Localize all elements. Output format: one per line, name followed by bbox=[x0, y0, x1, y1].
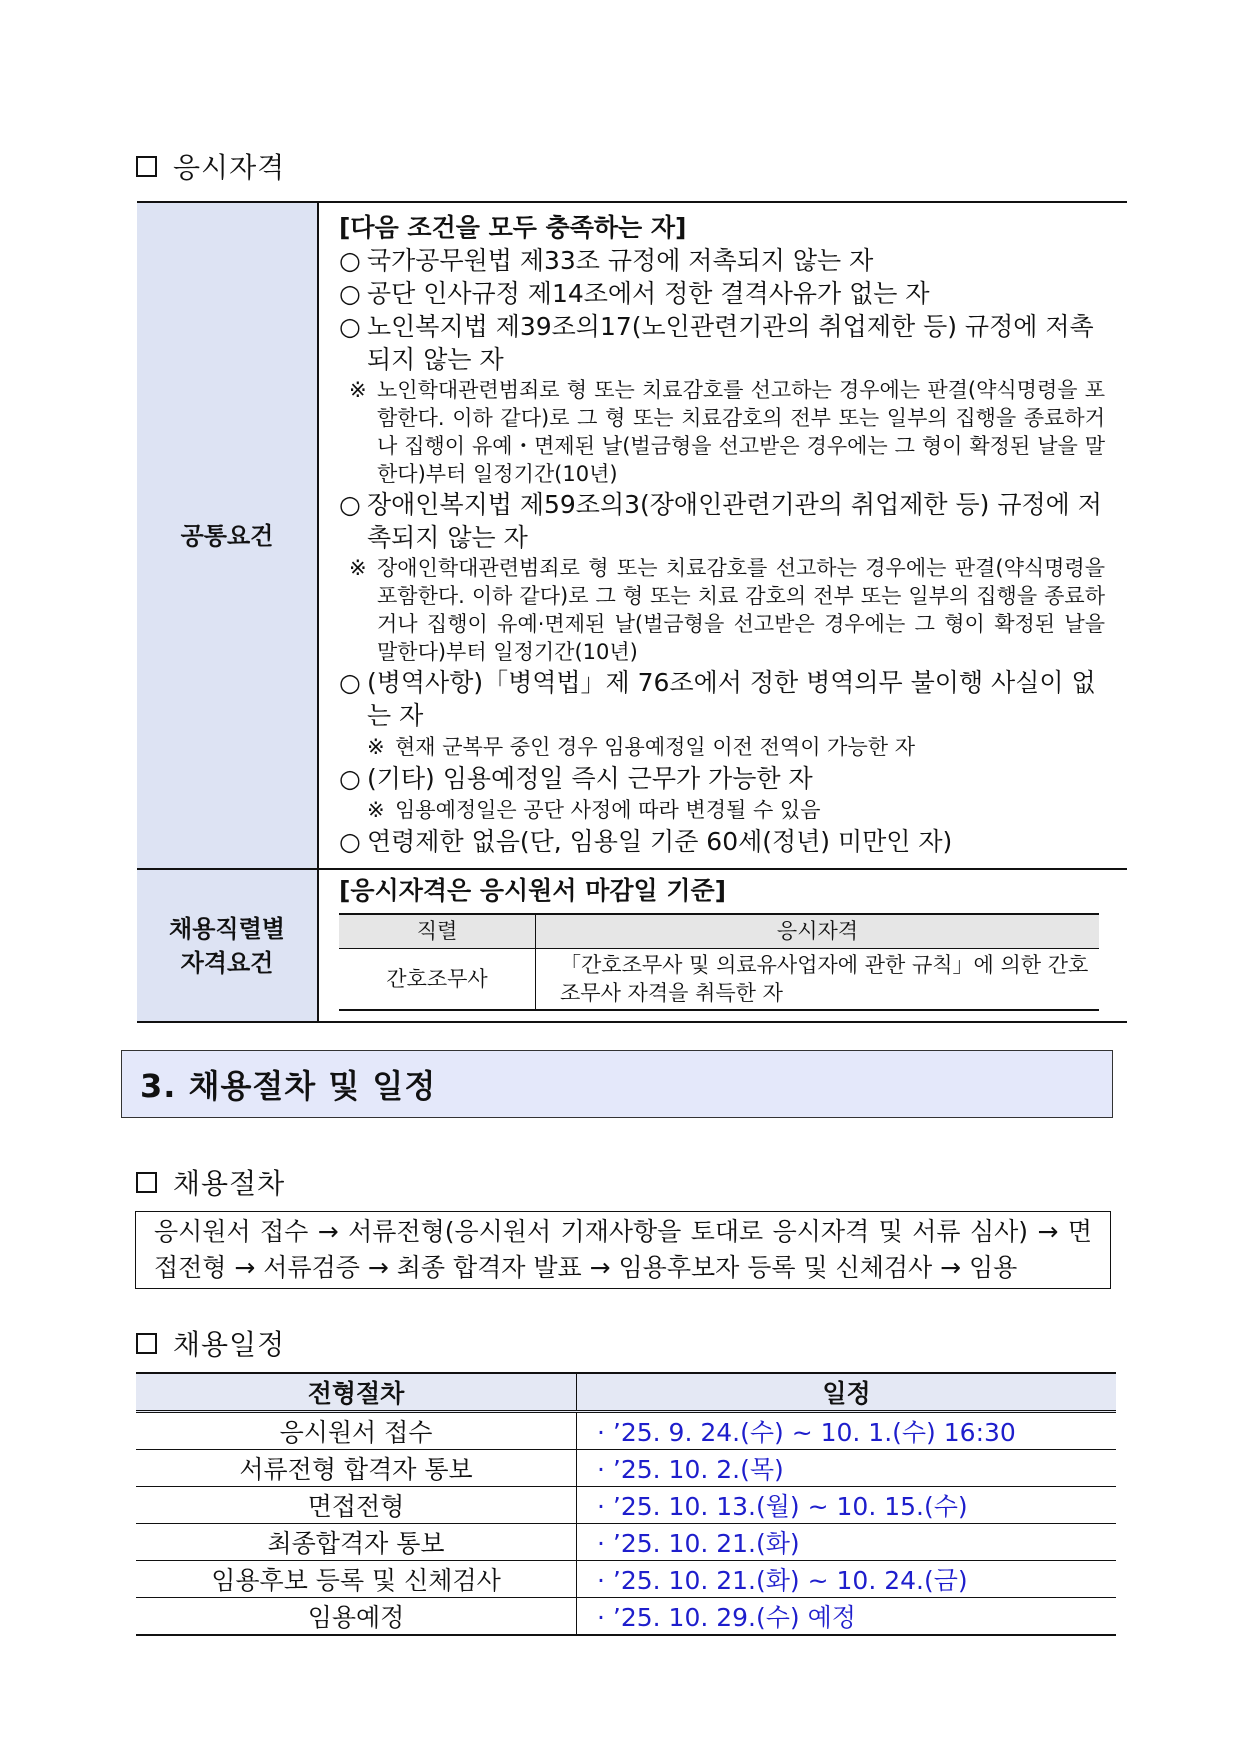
job-role: 간호조무사 bbox=[339, 949, 536, 1011]
checkbox-icon bbox=[136, 1172, 157, 1193]
schedule-step: 서류전형 합격자 통보 bbox=[136, 1450, 577, 1487]
requirement-item: ○ 장애인복지법 제59조의3(장애인관련기관의 취업제한 등) 규정에 저촉되지 않는 자 bbox=[339, 490, 1102, 552]
job-requirements-row bbox=[137, 868, 1127, 1021]
column-header: 직렬 bbox=[339, 914, 536, 949]
requirement-item: ○ 국가공무원법 제33조 규정에 저촉되지 않는 자 bbox=[339, 246, 874, 275]
section-banner: 3. 채용절차 및 일정 bbox=[121, 1050, 1113, 1118]
requirement-item: ○ (병역사항)「병역법」제 76조에서 정한 병역의무 불이행 사실이 없는 자 bbox=[339, 668, 1096, 730]
section-title: 채용일정 bbox=[173, 1328, 286, 1361]
section-title: 채용절차 bbox=[173, 1167, 286, 1200]
table-row bbox=[136, 1412, 1116, 1450]
schedule-date: · ’25. 10. 13.(월) ~ 10. 15.(수) bbox=[577, 1487, 1117, 1524]
job-qualification: 「간호조무사 및 의료유사업자에 관한 규칙」에 의한 간호조무사 자격을 취득한 자 bbox=[536, 949, 1100, 1011]
job-requirements-body bbox=[319, 870, 1127, 1021]
requirement-item: ○ 공단 인사규정 제14조에서 정한 결격사유가 없는 자 bbox=[339, 279, 930, 308]
requirement-note: ※ 장애인학대관련범죄로 형 또는 치료감호를 선고하는 경우에는 판결(약식명령을 포함한다. 이하 같다)로 그 형 또는 치료 감호의 전부 또는 일부의 집행을 종료하거나 집행이 유예·면제된 날(벌금형을 선고받은 경우에는 그 형이 확정된 날을 말한다)부터 일정기간(10년) bbox=[349, 556, 1105, 664]
section-heading-schedule bbox=[136, 1323, 285, 1363]
common-requirements-row bbox=[137, 203, 1127, 868]
procedure-box: 응시원서 접수 → 서류전형(응시원서 기재사항을 토대로 응시자격 및 서류 심사) → 면접전형 → 서류검증 → 최종 합격자 발표 → 임용후보자 등록 및 신체검사 → 임용 bbox=[135, 1211, 1111, 1289]
requirement-note: ※ 임용예정일은 공단 사정에 따라 변경될 수 있음 bbox=[367, 798, 821, 822]
schedule-step: 임용후보 등록 및 신체검사 bbox=[136, 1561, 577, 1598]
table-row bbox=[136, 1561, 1116, 1598]
schedule-date: · ’25. 10. 29.(수) 예정 bbox=[577, 1598, 1117, 1636]
section-heading-eligibility bbox=[136, 146, 285, 186]
checkbox-icon bbox=[136, 1333, 157, 1354]
column-header: 전형절차 bbox=[136, 1373, 577, 1412]
job-requirements-label: 채용직렬별 자격요건 bbox=[137, 870, 319, 1021]
schedule-date: · ’25. 9. 24.(수) ~ 10. 1.(수) 16:30 bbox=[577, 1412, 1117, 1450]
section-title: 응시자격 bbox=[173, 151, 286, 184]
schedule-step: 최종합격자 통보 bbox=[136, 1524, 577, 1561]
schedule-table bbox=[136, 1372, 1116, 1636]
job-header: [응시자격은 응시원서 마감일 기준] bbox=[339, 876, 727, 905]
table-row bbox=[136, 1487, 1116, 1524]
job-qualification-table bbox=[339, 913, 1099, 1011]
schedule-date: · ’25. 10. 21.(화) bbox=[577, 1524, 1117, 1561]
requirement-item: ○ 연령제한 없음(단, 임용일 기준 60세(정년) 미만인 자) bbox=[339, 827, 953, 856]
schedule-step: 응시원서 접수 bbox=[136, 1412, 577, 1450]
common-requirements-label: 공통요건 bbox=[137, 203, 319, 868]
eligibility-table bbox=[137, 201, 1127, 1023]
requirement-item: ○ (기타) 임용예정일 즉시 근무가 가능한 자 bbox=[339, 764, 813, 793]
requirement-note: ※ 노인학대관련범죄로 형 또는 치료감호를 선고하는 경우에는 판결(약식명령을 포함한다. 이하 같다)로 그 형 또는 치료감호의 전부 또는 일부의 집행을 종료하거나 집행이 유예・면제된 날(벌금형을 선고받은 경우에는 그 형이 확정된 날을 말한다)부터 일정기간(10년) bbox=[349, 378, 1105, 486]
table-row bbox=[339, 949, 1099, 1011]
table-row bbox=[136, 1450, 1116, 1487]
table-row bbox=[136, 1598, 1116, 1636]
section-heading-procedure bbox=[136, 1162, 285, 1202]
schedule-date: · ’25. 10. 21.(화) ~ 10. 24.(금) bbox=[577, 1561, 1117, 1598]
checkbox-icon bbox=[136, 156, 157, 177]
requirement-item: ○ 노인복지법 제39조의17(노인관련기관의 취업제한 등) 규정에 저촉되지 않는 자 bbox=[339, 312, 1094, 374]
column-header: 응시자격 bbox=[536, 914, 1100, 949]
schedule-step: 면접전형 bbox=[136, 1487, 577, 1524]
schedule-date: · ’25. 10. 2.(목) bbox=[577, 1450, 1117, 1487]
common-header: [다음 조건을 모두 충족하는 자] bbox=[339, 213, 687, 242]
schedule-step: 임용예정 bbox=[136, 1598, 577, 1636]
column-header: 일정 bbox=[577, 1373, 1117, 1412]
table-row bbox=[136, 1524, 1116, 1561]
common-requirements-body bbox=[319, 203, 1127, 868]
requirement-note: ※ 현재 군복무 중인 경우 임용예정일 이전 전역이 가능한 자 bbox=[367, 735, 915, 759]
